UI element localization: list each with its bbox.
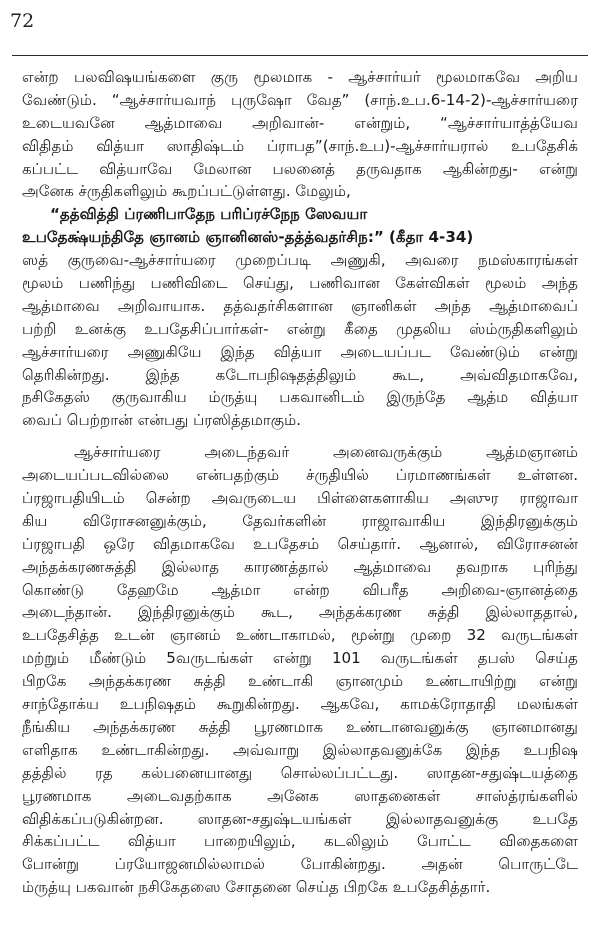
text-line: கப்பட்ட வித்யாவே மேலான பலனைத் தருவதாக ஆகின்றது- என்று bbox=[22, 159, 578, 178]
text-line: ஆச்சார்யரை அணுகியே இந்த வித்யா அடையப்பட வேண்டும் என்று bbox=[22, 342, 578, 361]
page-number: 72 bbox=[10, 10, 35, 32]
paragraph-gap bbox=[22, 432, 578, 441]
text-line: நீங்கிய அந்தக்கரண சுத்தி பூரணமாக உண்டானவனுக்கு ஞானமானது bbox=[22, 717, 578, 736]
text-line: ப்ரஜாபதி ஒரே விதமாகவே உபதேசம் செய்தார். ஆனால், விரோசனன் bbox=[22, 534, 578, 553]
text-line: தத்தில் ரத கல்பனையானது சொல்லப்பட்டது. ஸாதன-சதுஷ்டயத்தை bbox=[22, 763, 578, 782]
text-line: பூரணமாக அடைவதற்காக அனேக ஸாதனைகள் சாஸ்த்ரங்களில் bbox=[22, 786, 578, 805]
text-line: மூலம் பணிந்து பணிவிடை செய்து, பணிவான கேள்விகள் மூலம் அந்த bbox=[22, 274, 578, 293]
text-line: நசிகேதஸ் குருவாகிய ம்ருத்யு பகவானிடம் இருந்தே ஆத்ம வித்யா bbox=[22, 388, 578, 407]
text-line: என்ற பலவிஷயங்களை குரு மூலமாக - ஆச்சார்யர் மூலமாகவே அறிய bbox=[22, 68, 578, 86]
header-rule bbox=[12, 55, 588, 56]
text-line: ம்ருத்யு பகவான் நசிகேதஸை சோதனை செய்த பிறகே உபதேசித்தார். bbox=[22, 878, 491, 897]
text-line: ஆச்சார்யரை அடைந்தவர் அனைவருக்கும் ஆத்மஞானம் bbox=[74, 443, 578, 462]
text-line: கிய விரோசனனுக்கும், தேவர்களின் ராஜாவாகிய இந்திரனுக்கும் bbox=[22, 511, 578, 530]
gita-quote-line: உபதேக்ஷ்யந்திதே ஞானம் ஞானினஸ்-தத்த்வதர்சிந:” (கீதா 4-34) bbox=[22, 228, 474, 247]
text-line: விதிக்கப்படுகின்றன. ஸாதன-சதுஷ்டயங்கள் இல்லாதவனுக்கு உபதே bbox=[22, 809, 578, 828]
text-line: உபதேசித்த உடன் ஞானம் உண்டாகாமல், மூன்று முறை 32 வருடங்கள் bbox=[22, 626, 578, 645]
text-line: ப்ரஜாபதியிடம் சென்ற அவருடைய பிள்ளைகளாகிய அஸுர ராஜாவா bbox=[22, 489, 578, 508]
text-line: அந்தக்கரணசுத்தி இல்லாத காரணத்தால் ஆத்மாவை தவறாக புரிந்து bbox=[22, 557, 578, 576]
text-line: எளிதாக உண்டாகின்றது. அவ்வாறு இல்லாதவனுக்கே இந்த உபநிஷ bbox=[22, 740, 578, 759]
text-line: ஆத்மாவை அறிவாயாக. தத்வதர்சிகளான ஞானிகள் அந்த ஆத்மாவைப் bbox=[22, 296, 578, 315]
text-line: மற்றும் மீண்டும் 5வருடங்கள் என்று 101 வருடங்கள் தபஸ் செய்த bbox=[22, 649, 578, 668]
text-line: வைப் பெற்றான் என்பது ப்ரஸித்தமாகும். bbox=[22, 411, 302, 430]
text-line: சாந்தோக்ய உபநிஷதம் கூறுகின்றது. ஆகவே, காமக்ரோதாதி மலங்கள் bbox=[22, 695, 578, 714]
text-line: அடைந்தான். இந்திரனுக்கும் கூட, அந்தக்கரண சுத்தி இல்லாததால், bbox=[22, 603, 578, 622]
gita-quote-line: “தத்வித்தி ப்ரணிபாதேந பரிப்ரச்நேந ஸேவயா bbox=[50, 205, 368, 224]
text-line: சிக்கப்பட்ட வித்யா பாறையிலும், கடலிலும் போட்ட விதைகளை bbox=[22, 832, 578, 851]
text-line: போன்று ப்ரயோஜனமில்லாமல் போகின்றது. அதன் பொருட்டே bbox=[22, 855, 578, 874]
text-line: அனேக ச்ருதிகளிலும் கூறப்பட்டுள்ளது. மேலும், bbox=[22, 182, 351, 201]
text-line: பற்றி உனக்கு உபதேசிப்பார்கள்- என்று கீதை முதலிய ஸ்ம்ருதிகளிலும் bbox=[22, 319, 578, 338]
text-line: வேண்டும். “ஆச்சார்யவாந் புருஷோ வேத” (சாந்.உப.6-14-2)-ஆச்சார்யரை bbox=[22, 90, 578, 109]
text-line: விதிதம் வித்யா ஸாதிஷ்டம் ப்ராபத”(சாந்.உப)-ஆச்சார்யரால் உபதேசிக் bbox=[22, 136, 578, 155]
text-line: அடையப்படவில்லை என்பதற்கும் ச்ருதியில் ப்ரமாணங்கள் உள்ளன. bbox=[22, 466, 578, 485]
body-text bbox=[22, 66, 578, 899]
text-line: கொண்டு தேஹமே ஆத்மா என்ற விபரீத அறிவை-ஞானத்தை bbox=[22, 580, 578, 599]
text-line: தெரிகின்றது. இந்த கடோபநிஷதத்திலும் கூட, அவ்விதமாகவே, bbox=[22, 365, 578, 384]
text-line: பிறகே அந்தக்கரண சுத்தி உண்டாகி ஞானமும் உண்டாயிற்று என்று bbox=[22, 672, 578, 691]
text-line: உடையவனே ஆத்மாவை அறிவான்- என்றும், “ஆச்சார்யாத்த்யேவ bbox=[22, 113, 578, 132]
text-line: ஸத் குருவை-ஆச்சார்யரை முறைப்படி அணுகி, அவரை நமஸ்காரங்கள் bbox=[22, 251, 578, 270]
